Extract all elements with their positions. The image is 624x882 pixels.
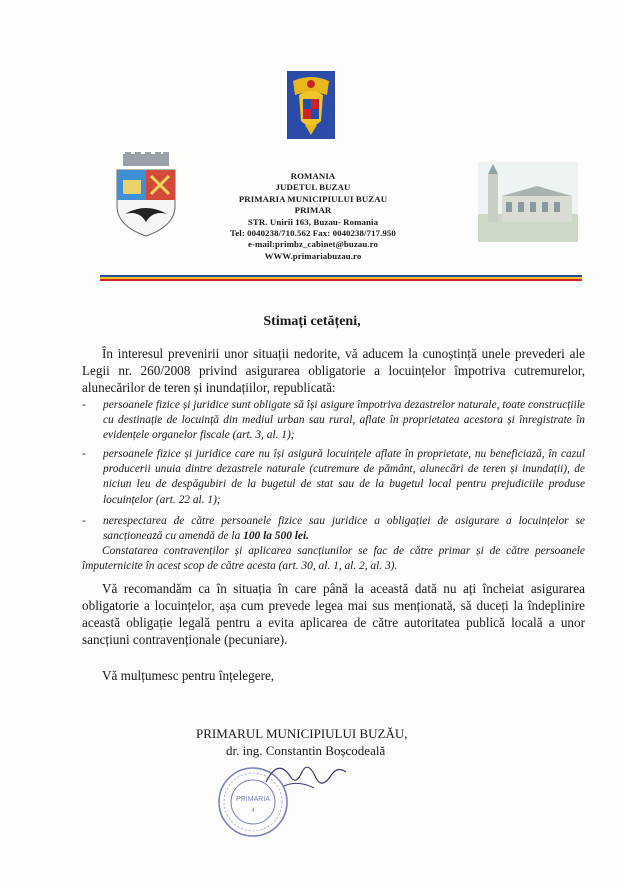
svg-text:4: 4 [251,808,255,814]
header-county: JUDETUL BUZAU [275,182,351,193]
header-office: PRIMAR [294,205,332,216]
intro-paragraph: În interesul prevenirii unor situații nedorite, vă aducem la cunoștință unele prevederi ale Legii nr. 260/2008 privind asigurarea obligatorie a locuințelor împotriva cutremurelor, alunecărilor de teren și inundațiilor, republicată: [82,346,585,395]
signature-name: dr. ing. Constantin Boșcodeală [226,743,386,758]
bullet-item-3-text: nerespectarea de către persoanele fizice sau juridice a obligației de asigurare a locuințelor se sancționează cu amendă de la [103,515,585,543]
bullet-dash: - [82,515,86,527]
recommendation-paragraph: Vă recomandăm ca în situația în care până la această dată nu ați încheiat asigurarea obligatorie a locuințelor, așa cum prevede legea mai sus menționată, să duceți la îndeplinire această obligație legală pentru a evita aplicarea de către autoritatea publică locală a unor sancțiuni contravenționale (pecuniare). [82,581,585,647]
signature-title: PRIMARUL MUNICIPIULUI BUZĂU, [196,726,408,741]
romania-coat-of-arms-icon [287,71,335,139]
header-email: e-mail:primbz_cabinet@buzau.ro [247,239,378,250]
header-institution: PRIMARIA MUNICIPIULUI BUZAU [238,193,388,204]
bullet-item-3 [103,514,585,544]
stamp-text: PRIMARIA [236,796,270,803]
bullet-dash: - [82,448,86,460]
buzau-coat-of-arms-icon [113,152,179,238]
header-country: ROMANIA [290,171,336,181]
city-hall-image [478,162,578,242]
bullet-item-2: persoanele fizice și juridice care nu își asigură locuințele aflate în proprietate, nu beneficiază, în cazul producerii unuia dintre dezastrele naturale (cutremure de pământ, alunecări de teren și inundații), de niciun leu de despăgubiri de la bugetul de stat sau de la bugetul local pentru prejudiciile produse locuințelor (art. 22 al. 1); [103,448,585,506]
bullet-item-1: persoanele fizice și juridice sunt obligate să își asigure împotriva dezastrelor naturale, toate construcțiile cu destinație de locuință din mediul urban sau rural, aflate în proprietatea acestora și înregistrate în evidențele organelor fiscale (art. 3, al. 1); [103,399,585,442]
header-phone: Tel: 0040238/710.562 Fax: 0040238/717.950 [230,228,396,239]
header-website: WWW.primariabuzau.ro [264,250,362,261]
fine-amount: 100 la 500 lei. [243,530,309,543]
handwritten-signature [262,752,352,802]
stripe-red [100,279,582,281]
letterhead [200,171,426,262]
header-address: STR. Unirii 163, Buzau- Romania [247,216,379,227]
thanks-line: Vă mulțumesc pentru înțelegere, [102,668,275,683]
greeting: Stimați cetățeni, [263,314,361,329]
bullet-dash: - [82,399,86,411]
enforcement-paragraph: Constatarea contravenților și aplicarea sancțiunilor se fac de către primar și de către persoanele împuternicite în acest scop de către acesta (art. 30, al. 1, al. 2, al. 3). [82,545,585,573]
